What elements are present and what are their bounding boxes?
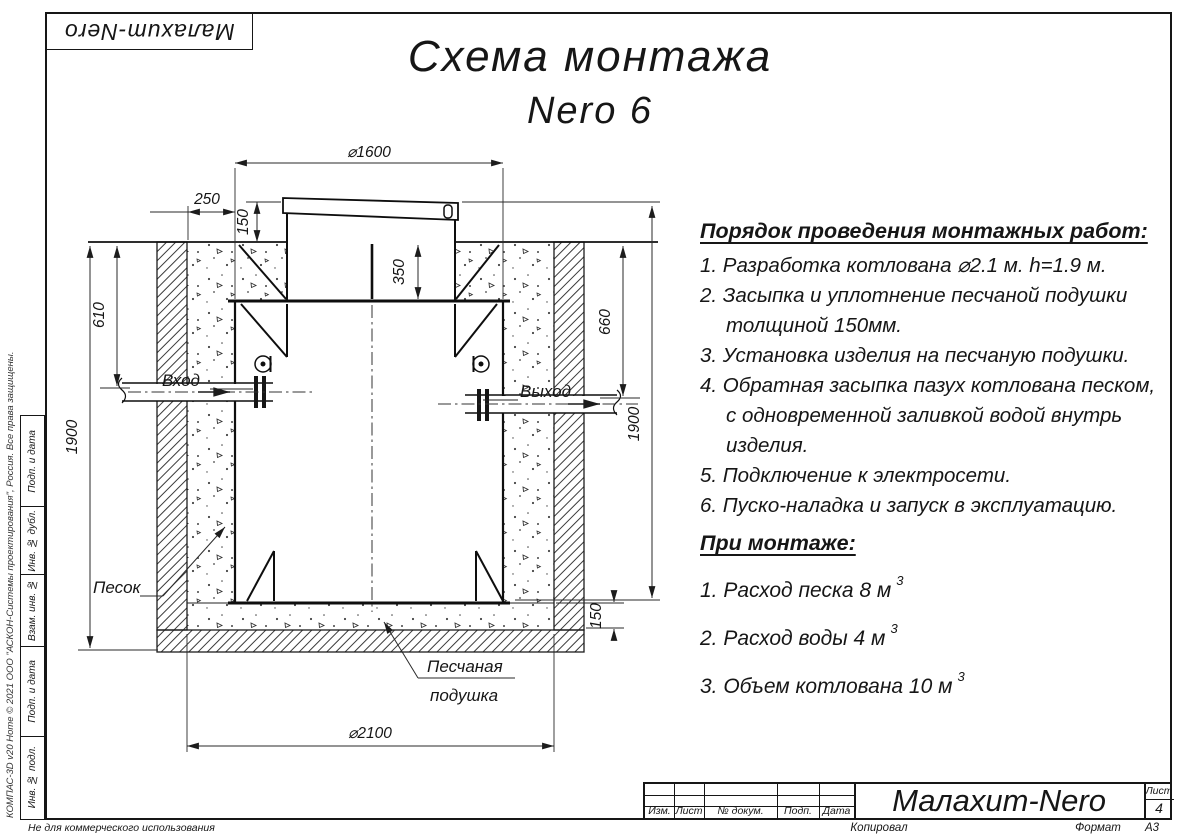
instruction-item: 3. Установка изделия на песчаную подушки. [700, 344, 1130, 367]
side-stamp-cell [21, 736, 44, 818]
label-sand: Песок [93, 578, 141, 597]
titleblock-col-data: Дата [822, 805, 851, 817]
dim-1900-left: 1900 [64, 419, 81, 455]
label-sand-pad-2: подушка [430, 686, 499, 705]
titleblock-col-list: Лист [675, 805, 703, 817]
label-inlet: Вход [162, 371, 200, 390]
instruction-item: 6. Пуско-наладка и запуск в эксплуатацию. [700, 494, 1118, 517]
montage-item-sup: 3 [896, 573, 904, 588]
side-stamp [20, 415, 45, 820]
titleblock-sheet-label: Лист [1145, 785, 1173, 797]
format-label: Формат [1075, 822, 1121, 834]
dim-150-bottom: 150 [588, 603, 605, 629]
side-stamp-cell [21, 416, 44, 506]
page-title: Схема монтажа [407, 32, 773, 81]
side-stamp-label: Подп. и дата [27, 660, 38, 723]
label-sand-pad-1: Песчаная [427, 657, 503, 676]
titleblock-col-podp: Подп. [784, 805, 812, 817]
instruction-item: 5. Подключение к электросети. [700, 464, 1012, 487]
titleblock-company: Малахит-Nero [892, 783, 1106, 818]
montage-item-text: 1. Расход песка 8 м [700, 579, 892, 602]
dim-610: 610 [91, 302, 108, 328]
montage-item-sup: 3 [957, 669, 965, 684]
montage-block [700, 531, 1180, 700]
instruction-item: 1. Разработка котлована ⌀2.1 м. h=1.9 м. [700, 254, 1107, 277]
montage-item-text: 2. Расход воды 4 м [700, 627, 886, 650]
instruction-item: 2. Засыпка и уплотнение песчаной подушки толщиной 150мм. [700, 284, 1128, 337]
dim-d1600: ⌀1600 [347, 144, 391, 161]
montage-item [700, 620, 1180, 652]
dim-250: 250 [194, 191, 220, 208]
montage-heading: При монтаже: [700, 531, 856, 555]
side-stamp-label: Инв. № дубл. [27, 509, 38, 572]
dim-350: 350 [391, 259, 408, 285]
montage-item-sup: 3 [890, 621, 898, 636]
side-stamp-label: Подп. и дата [27, 429, 38, 493]
montage-item-text: 3. Объем котлована 10 м [700, 675, 953, 698]
instructions-block [700, 219, 1168, 521]
side-stamp-label: Взам. инв. № [27, 579, 38, 642]
title-block [643, 782, 1172, 820]
montage-item [700, 572, 1180, 604]
dim-150-top: 150 [235, 209, 252, 235]
non-commercial-note: Не для коммерческого использования [28, 822, 215, 834]
dim-660: 660 [597, 309, 614, 335]
instruction-item: 4. Обратная засыпка пазух котлована песком, с одновременной заливкой водой внутрь изделия. [700, 374, 1156, 457]
titleblock-col-doc: № докум. [717, 805, 764, 817]
logo-box [45, 12, 253, 50]
side-stamp-cell [21, 506, 44, 574]
dim-1900-right: 1900 [626, 406, 643, 442]
label-outlet: Выход [520, 382, 572, 401]
copied-by: Копировал [850, 822, 908, 834]
logo-text: Малахит-Nero [63, 18, 235, 45]
side-stamp-label: Инв. № подл. [27, 746, 38, 809]
side-stamp-cell [21, 574, 44, 646]
titleblock-sheet-number: 4 [1155, 800, 1163, 816]
kompas-watermark: КОМПАС-3D v20 Home © 2021 ООО "АСКОН-Системы проектирования", Россия. Все права защищены. [5, 351, 16, 818]
dim-d2100: ⌀2100 [348, 725, 392, 742]
instructions-heading: Порядок проведения монтажных работ: [700, 219, 1148, 243]
montage-item [700, 668, 1180, 700]
page-subtitle: Nero 6 [526, 90, 654, 132]
side-stamp-cell [21, 646, 44, 736]
titleblock-col-izm: Изм. [648, 805, 671, 817]
format-value: А3 [1144, 822, 1160, 834]
